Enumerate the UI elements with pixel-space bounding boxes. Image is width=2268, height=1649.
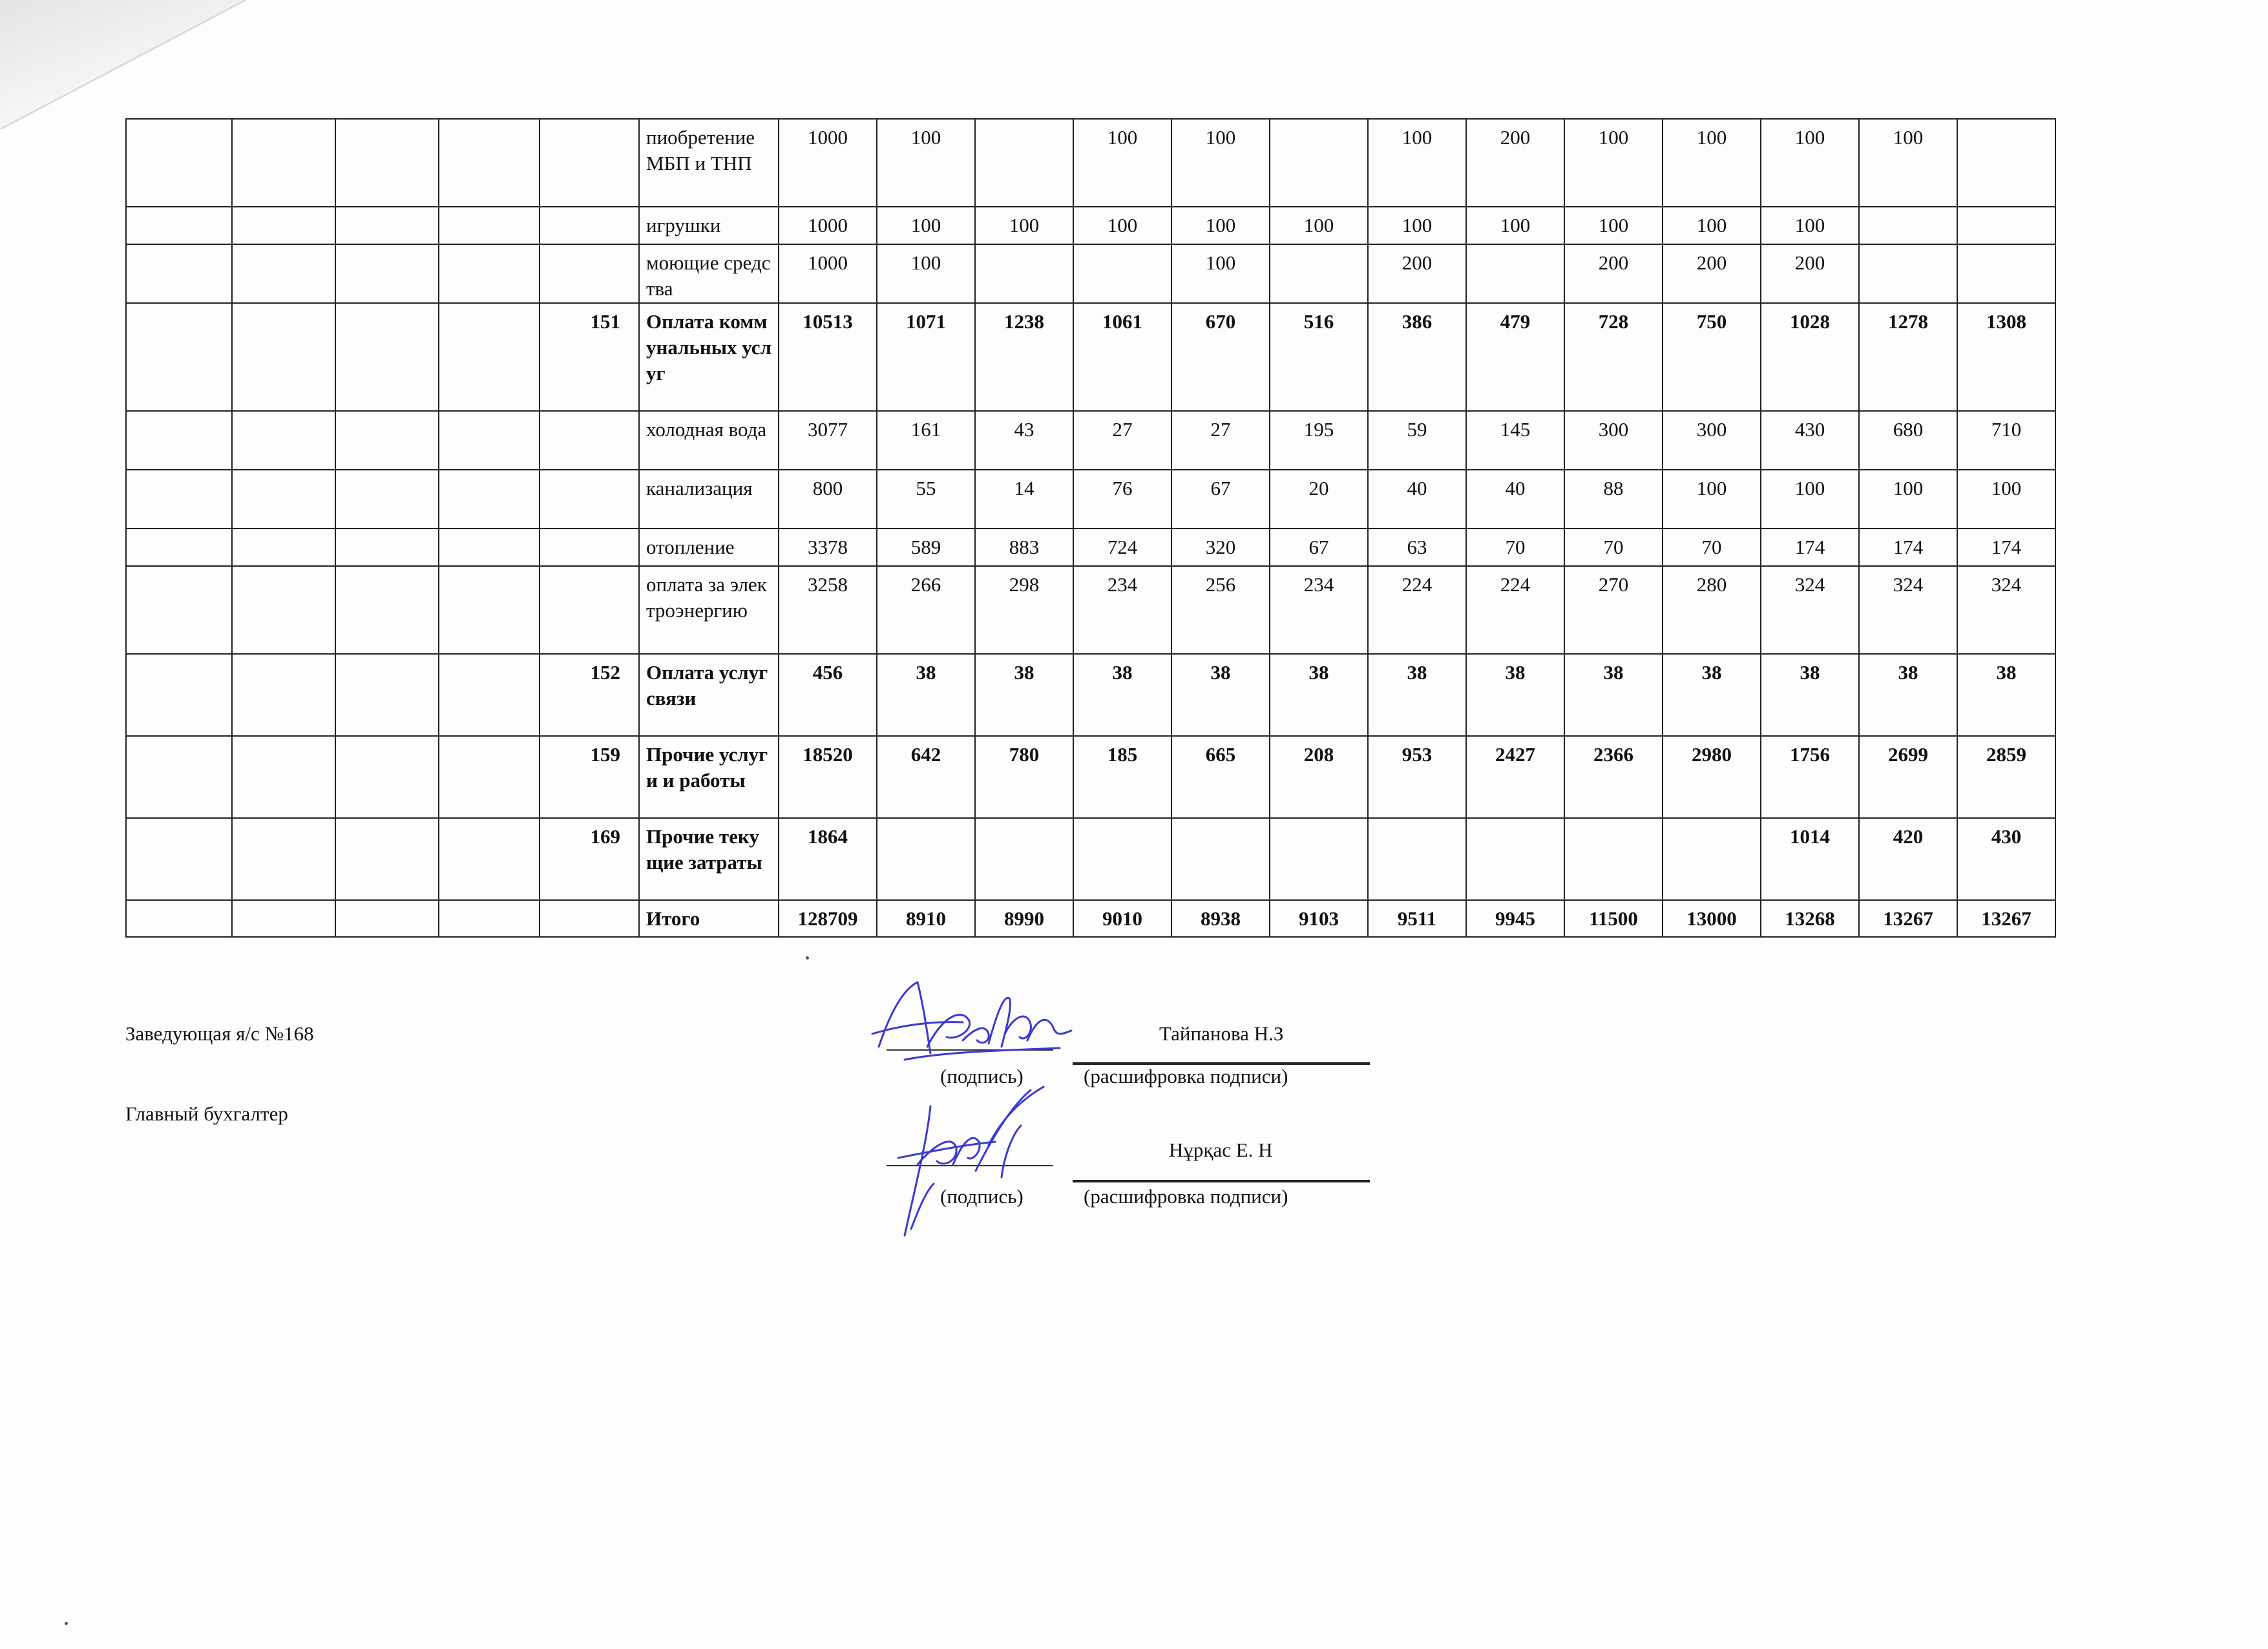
article-name-cell: холодная вода xyxy=(639,411,779,470)
month-value-cell: 100 xyxy=(1171,244,1270,303)
article-name-cell: Оплата услуг связи xyxy=(639,654,779,736)
article-name-cell: моющие средства xyxy=(639,244,779,303)
empty-cell xyxy=(232,529,335,566)
month-value-cell: 1071 xyxy=(877,303,975,411)
table-row xyxy=(126,654,2055,736)
month-value-cell: 728 xyxy=(1564,303,1663,411)
month-value-cell: 13267 xyxy=(1859,900,1957,937)
month-value-cell xyxy=(1466,818,1564,900)
month-value-cell xyxy=(975,818,1073,900)
table-row xyxy=(126,736,2055,818)
empty-cell xyxy=(232,207,335,244)
month-value-cell: 100 xyxy=(1663,470,1761,529)
article-code-cell xyxy=(540,566,639,654)
article-name-cell: Оплата коммунальных услуг xyxy=(639,303,779,411)
table-row xyxy=(126,303,2055,411)
empty-cell xyxy=(439,818,540,900)
month-value-cell: 70 xyxy=(1663,529,1761,566)
month-value-cell: 145 xyxy=(1466,411,1564,470)
table-row xyxy=(126,244,2055,303)
month-value-cell: 516 xyxy=(1270,303,1368,411)
month-value-cell: 2699 xyxy=(1859,736,1957,818)
empty-cell xyxy=(439,529,540,566)
month-value-cell: 234 xyxy=(1270,566,1368,654)
month-value-cell: 67 xyxy=(1171,470,1270,529)
month-value-cell: 100 xyxy=(877,207,975,244)
annual-total-cell: 456 xyxy=(779,654,877,736)
month-value-cell: 161 xyxy=(877,411,975,470)
month-value-cell: 40 xyxy=(1466,470,1564,529)
month-value-cell: 300 xyxy=(1564,411,1663,470)
month-value-cell: 8938 xyxy=(1171,900,1270,937)
month-value-cell: 185 xyxy=(1073,736,1171,818)
empty-cell xyxy=(232,303,335,411)
month-value-cell: 1308 xyxy=(1957,303,2055,411)
month-value-cell: 100 xyxy=(1564,207,1663,244)
month-value-cell: 20 xyxy=(1270,470,1368,529)
month-value-cell xyxy=(877,818,975,900)
month-value-cell xyxy=(975,244,1073,303)
month-value-cell: 280 xyxy=(1663,566,1761,654)
month-value-cell: 200 xyxy=(1663,244,1761,303)
article-code-cell xyxy=(540,900,639,937)
table-row xyxy=(126,529,2055,566)
month-value-cell: 195 xyxy=(1270,411,1368,470)
month-value-cell: 1014 xyxy=(1761,818,1859,900)
empty-cell xyxy=(232,736,335,818)
month-value-cell xyxy=(1957,119,2055,207)
empty-cell xyxy=(335,244,439,303)
annual-total-cell: 1864 xyxy=(779,818,877,900)
month-value-cell: 2427 xyxy=(1466,736,1564,818)
month-value-cell: 43 xyxy=(975,411,1073,470)
month-value-cell xyxy=(1859,244,1957,303)
accountant-name-line xyxy=(1073,1180,1370,1182)
empty-cell xyxy=(335,900,439,937)
month-value-cell: 200 xyxy=(1564,244,1663,303)
table-row xyxy=(126,411,2055,470)
month-value-cell: 100 xyxy=(1859,119,1957,207)
empty-cell xyxy=(335,411,439,470)
empty-cell xyxy=(126,119,232,207)
month-value-cell xyxy=(1270,119,1368,207)
article-name-cell: Прочие услуги и работы xyxy=(639,736,779,818)
article-code-cell: 152 xyxy=(540,654,639,736)
head-title: Заведующая я/с №168 xyxy=(125,1022,314,1045)
month-value-cell: 386 xyxy=(1368,303,1466,411)
empty-cell xyxy=(335,119,439,207)
month-value-cell: 100 xyxy=(1761,119,1859,207)
month-value-cell: 430 xyxy=(1761,411,1859,470)
month-value-cell: 174 xyxy=(1761,529,1859,566)
month-value-cell: 59 xyxy=(1368,411,1466,470)
month-value-cell: 38 xyxy=(877,654,975,736)
month-value-cell: 710 xyxy=(1957,411,2055,470)
article-code-cell: 159 xyxy=(540,736,639,818)
head-signature-label: (подпись) xyxy=(940,1065,1024,1087)
table-row xyxy=(126,470,2055,529)
empty-cell xyxy=(232,900,335,937)
month-value-cell: 100 xyxy=(1368,207,1466,244)
month-value-cell: 100 xyxy=(1663,207,1761,244)
empty-cell xyxy=(232,411,335,470)
empty-cell xyxy=(335,470,439,529)
month-value-cell: 1061 xyxy=(1073,303,1171,411)
article-code-cell: 169 xyxy=(540,818,639,900)
month-value-cell xyxy=(1957,244,2055,303)
month-value-cell: 38 xyxy=(1368,654,1466,736)
empty-cell xyxy=(335,654,439,736)
table-row xyxy=(126,207,2055,244)
annual-total-cell: 10513 xyxy=(779,303,877,411)
accountant-handwritten-signature xyxy=(892,1080,1053,1248)
month-value-cell: 1238 xyxy=(975,303,1073,411)
month-value-cell: 9103 xyxy=(1270,900,1368,937)
article-code-cell: 151 xyxy=(540,303,639,411)
month-value-cell: 100 xyxy=(1466,207,1564,244)
empty-cell xyxy=(439,119,540,207)
month-value-cell: 174 xyxy=(1859,529,1957,566)
month-value-cell: 324 xyxy=(1957,566,2055,654)
month-value-cell: 780 xyxy=(975,736,1073,818)
month-value-cell xyxy=(1073,818,1171,900)
empty-cell xyxy=(439,244,540,303)
month-value-cell: 38 xyxy=(1073,654,1171,736)
month-value-cell: 1756 xyxy=(1761,736,1859,818)
month-value-cell: 298 xyxy=(975,566,1073,654)
month-value-cell: 9010 xyxy=(1073,900,1171,937)
month-value-cell: 2980 xyxy=(1663,736,1761,818)
month-value-cell: 38 xyxy=(1761,654,1859,736)
month-value-cell: 70 xyxy=(1564,529,1663,566)
month-value-cell xyxy=(1957,207,2055,244)
accountant-signature-label: (подпись) xyxy=(940,1185,1024,1208)
month-value-cell: 208 xyxy=(1270,736,1368,818)
empty-cell xyxy=(232,244,335,303)
month-value-cell: 224 xyxy=(1466,566,1564,654)
month-value-cell: 9511 xyxy=(1368,900,1466,937)
empty-cell xyxy=(335,736,439,818)
empty-cell xyxy=(335,529,439,566)
month-value-cell: 883 xyxy=(975,529,1073,566)
month-value-cell: 55 xyxy=(877,470,975,529)
empty-cell xyxy=(439,470,540,529)
table-row xyxy=(126,119,2055,207)
empty-cell xyxy=(126,207,232,244)
month-value-cell: 1028 xyxy=(1761,303,1859,411)
month-value-cell: 38 xyxy=(1466,654,1564,736)
month-value-cell: 100 xyxy=(1859,470,1957,529)
month-value-cell: 174 xyxy=(1957,529,2055,566)
month-value-cell: 100 xyxy=(1564,119,1663,207)
month-value-cell: 665 xyxy=(1171,736,1270,818)
empty-cell xyxy=(439,654,540,736)
month-value-cell: 680 xyxy=(1859,411,1957,470)
month-value-cell: 38 xyxy=(1663,654,1761,736)
empty-cell xyxy=(126,900,232,937)
empty-cell xyxy=(126,566,232,654)
empty-cell xyxy=(335,566,439,654)
month-value-cell: 100 xyxy=(877,244,975,303)
month-value-cell: 13000 xyxy=(1663,900,1761,937)
month-value-cell: 200 xyxy=(1761,244,1859,303)
month-value-cell: 38 xyxy=(1859,654,1957,736)
month-value-cell: 76 xyxy=(1073,470,1171,529)
page-fold-edge xyxy=(0,0,246,129)
month-value-cell: 100 xyxy=(975,207,1073,244)
empty-cell xyxy=(232,654,335,736)
month-value-cell: 1278 xyxy=(1859,303,1957,411)
month-value-cell xyxy=(1270,244,1368,303)
empty-cell xyxy=(439,566,540,654)
month-value-cell: 724 xyxy=(1073,529,1171,566)
month-value-cell: 224 xyxy=(1368,566,1466,654)
empty-cell xyxy=(439,303,540,411)
annual-total-cell: 3378 xyxy=(779,529,877,566)
head-decode-label: (расшифровка подписи) xyxy=(1084,1065,1288,1087)
article-code-cell xyxy=(540,119,639,207)
month-value-cell: 420 xyxy=(1859,818,1957,900)
empty-cell xyxy=(126,244,232,303)
empty-cell xyxy=(335,207,439,244)
month-value-cell: 8990 xyxy=(975,900,1073,937)
empty-cell xyxy=(439,207,540,244)
month-value-cell: 642 xyxy=(877,736,975,818)
accountant-name: Нұрқас Е. Н xyxy=(1169,1139,1273,1161)
empty-cell xyxy=(126,411,232,470)
month-value-cell: 88 xyxy=(1564,470,1663,529)
month-value-cell: 38 xyxy=(1171,654,1270,736)
month-value-cell: 324 xyxy=(1859,566,1957,654)
month-value-cell xyxy=(975,119,1073,207)
month-value-cell: 70 xyxy=(1466,529,1564,566)
month-value-cell: 256 xyxy=(1171,566,1270,654)
month-value-cell: 13267 xyxy=(1957,900,2055,937)
month-value-cell: 100 xyxy=(1270,207,1368,244)
table-row xyxy=(126,900,2055,937)
annual-total-cell: 1000 xyxy=(779,244,877,303)
empty-cell xyxy=(232,818,335,900)
month-value-cell: 38 xyxy=(1270,654,1368,736)
month-value-cell xyxy=(1368,818,1466,900)
month-value-cell: 100 xyxy=(1171,207,1270,244)
month-value-cell: 100 xyxy=(1957,470,2055,529)
scan-speck xyxy=(65,1622,68,1625)
month-value-cell: 8910 xyxy=(877,900,975,937)
month-value-cell xyxy=(1663,818,1761,900)
month-value-cell: 13268 xyxy=(1761,900,1859,937)
month-value-cell: 670 xyxy=(1171,303,1270,411)
month-value-cell: 40 xyxy=(1368,470,1466,529)
empty-cell xyxy=(335,303,439,411)
empty-cell xyxy=(232,566,335,654)
empty-cell xyxy=(126,818,232,900)
annual-total-cell: 800 xyxy=(779,470,877,529)
month-value-cell: 234 xyxy=(1073,566,1171,654)
article-name-cell: Итого xyxy=(639,900,779,937)
empty-cell xyxy=(439,736,540,818)
head-name: Тайпанова Н.З xyxy=(1159,1022,1284,1045)
month-value-cell: 100 xyxy=(1368,119,1466,207)
month-value-cell: 300 xyxy=(1663,411,1761,470)
month-value-cell: 200 xyxy=(1466,119,1564,207)
budget-table xyxy=(125,118,2056,938)
month-value-cell xyxy=(1270,818,1368,900)
empty-cell xyxy=(126,470,232,529)
month-value-cell: 67 xyxy=(1270,529,1368,566)
month-value-cell xyxy=(1171,818,1270,900)
month-value-cell: 100 xyxy=(1171,119,1270,207)
empty-cell xyxy=(126,736,232,818)
article-code-cell xyxy=(540,411,639,470)
empty-cell xyxy=(439,411,540,470)
annual-total-cell: 1000 xyxy=(779,119,877,207)
month-value-cell: 27 xyxy=(1171,411,1270,470)
annual-total-cell: 128709 xyxy=(779,900,877,937)
month-value-cell xyxy=(1073,244,1171,303)
empty-cell xyxy=(126,529,232,566)
annual-total-cell: 18520 xyxy=(779,736,877,818)
month-value-cell: 38 xyxy=(1564,654,1663,736)
accountant-title: Главный бухгалтер xyxy=(125,1102,288,1125)
annual-total-cell: 3258 xyxy=(779,566,877,654)
month-value-cell: 100 xyxy=(1663,119,1761,207)
month-value-cell: 200 xyxy=(1368,244,1466,303)
article-name-cell: отопление xyxy=(639,529,779,566)
month-value-cell: 100 xyxy=(877,119,975,207)
article-name-cell: канализация xyxy=(639,470,779,529)
month-value-cell: 14 xyxy=(975,470,1073,529)
empty-cell xyxy=(439,900,540,937)
article-code-cell xyxy=(540,244,639,303)
month-value-cell: 270 xyxy=(1564,566,1663,654)
month-value-cell: 953 xyxy=(1368,736,1466,818)
month-value-cell: 100 xyxy=(1073,207,1171,244)
month-value-cell: 38 xyxy=(975,654,1073,736)
article-name-cell: игрушки xyxy=(639,207,779,244)
table-row xyxy=(126,818,2055,900)
head-handwritten-signature xyxy=(866,969,1079,1073)
month-value-cell: 38 xyxy=(1957,654,2055,736)
empty-cell xyxy=(232,470,335,529)
empty-cell xyxy=(335,818,439,900)
month-value-cell: 63 xyxy=(1368,529,1466,566)
month-value-cell: 9945 xyxy=(1466,900,1564,937)
empty-cell xyxy=(232,119,335,207)
article-name-cell: оплата за электроэнергию xyxy=(639,566,779,654)
month-value-cell: 589 xyxy=(877,529,975,566)
month-value-cell xyxy=(1466,244,1564,303)
month-value-cell: 479 xyxy=(1466,303,1564,411)
annual-total-cell: 1000 xyxy=(779,207,877,244)
article-code-cell xyxy=(540,470,639,529)
month-value-cell: 2859 xyxy=(1957,736,2055,818)
month-value-cell: 750 xyxy=(1663,303,1761,411)
month-value-cell: 27 xyxy=(1073,411,1171,470)
month-value-cell xyxy=(1859,207,1957,244)
month-value-cell: 324 xyxy=(1761,566,1859,654)
month-value-cell: 430 xyxy=(1957,818,2055,900)
month-value-cell: 320 xyxy=(1171,529,1270,566)
article-name-cell: пиобретение МБП и ТНП xyxy=(639,119,779,207)
article-code-cell xyxy=(540,207,639,244)
month-value-cell: 100 xyxy=(1761,470,1859,529)
annual-total-cell: 3077 xyxy=(779,411,877,470)
month-value-cell: 11500 xyxy=(1564,900,1663,937)
month-value-cell: 100 xyxy=(1761,207,1859,244)
month-value-cell xyxy=(1564,818,1663,900)
empty-cell xyxy=(126,303,232,411)
article-code-cell xyxy=(540,529,639,566)
scan-speck xyxy=(806,956,809,960)
month-value-cell: 100 xyxy=(1073,119,1171,207)
month-value-cell: 266 xyxy=(877,566,975,654)
empty-cell xyxy=(126,654,232,736)
table-row xyxy=(126,566,2055,654)
article-name-cell: Прочие текущие затраты xyxy=(639,818,779,900)
accountant-decode-label: (расшифровка подписи) xyxy=(1084,1185,1288,1208)
month-value-cell: 2366 xyxy=(1564,736,1663,818)
